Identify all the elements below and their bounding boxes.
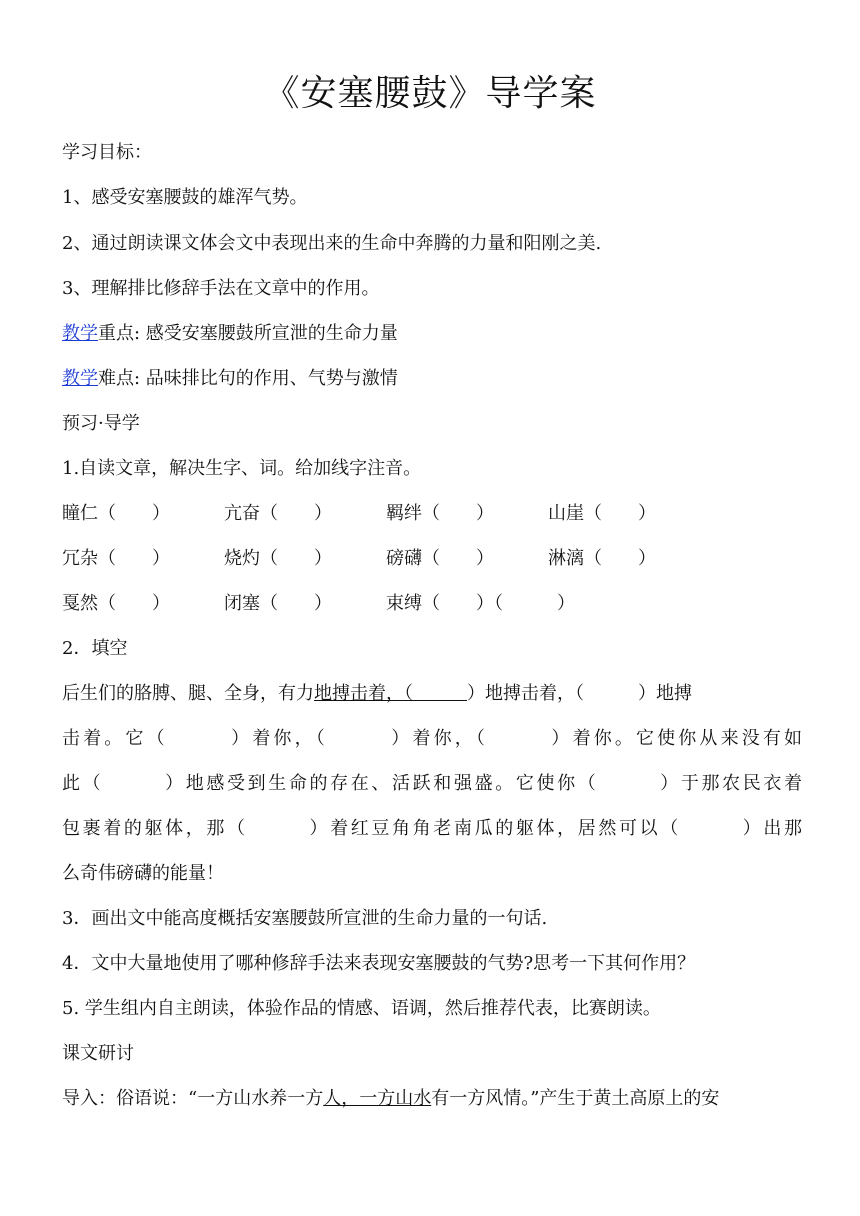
word-item: 磅礴（ ） bbox=[386, 548, 494, 569]
task-4: 4．文中大量地使用了哪种修辞手法来表现安塞腰鼓的气势?思考一下其何作用？ bbox=[62, 953, 696, 974]
page-title: 《安塞腰鼓》导学案 bbox=[263, 73, 597, 114]
fill-text: ）地搏击着，（ ）地搏 bbox=[467, 683, 692, 704]
task-5: 5. 学生组内自主朗读，体验作品的情感、语调，然后推荐代表，比赛朗读。 bbox=[62, 998, 661, 1019]
underlined-text: 地搏击着，（ bbox=[314, 683, 467, 704]
study-intro bbox=[62, 1086, 802, 1112]
word-item: 冗杂（ ） bbox=[62, 548, 170, 569]
fill-text: 后生们的胳膊、腿、全身，有力 bbox=[62, 683, 314, 704]
key-point-link[interactable]: 教学 bbox=[62, 323, 98, 344]
word-item: 瞳仁（ ） bbox=[62, 503, 170, 524]
fill-paragraph-line-2: 击着。它（ ）着你，（ ）着你，（ ）着你。它使你从来没有如 bbox=[62, 728, 802, 749]
task-3: 3．画出文中能高度概括安塞腰鼓所宣泄的生命力量的一句话. bbox=[62, 908, 548, 929]
preview-heading: 预习·导学 bbox=[62, 413, 140, 434]
objective-3: 3、理解排比修辞手法在文章中的作用。 bbox=[62, 278, 380, 299]
fill-paragraph-line-3: 此（ ）地感受到生命的存在、活跃和强盛。它使你（ ）于那农民衣着 bbox=[62, 773, 802, 794]
task-1: 1.自读文章，解决生字、词。给加线字注音。 bbox=[62, 458, 422, 479]
difficult-point-link[interactable]: 教学 bbox=[62, 368, 98, 389]
difficult-point bbox=[62, 366, 802, 392]
word-item: 淋漓（ ） bbox=[548, 548, 656, 569]
intro-text: 有一方风情。”产生于黄土高原上的安 bbox=[431, 1088, 720, 1109]
key-point-text: 重点: 感受安塞腰鼓所宣泄的生命力量 bbox=[98, 323, 398, 344]
word-item: 羁绊（ ） bbox=[386, 503, 494, 524]
objective-1: 1、感受安塞腰鼓的雄浑气势。 bbox=[62, 187, 308, 208]
fill-paragraph-line-4: 包裹着的躯体，那（ ）着红豆角角老南瓜的躯体，居然可以（ ）出那 bbox=[62, 818, 802, 839]
word-item: 烧灼（ ） bbox=[224, 548, 332, 569]
word-item: 亢奋（ ） bbox=[224, 503, 332, 524]
fill-paragraph-line-5: 么奇伟磅礴的能量！ bbox=[62, 863, 224, 884]
key-point bbox=[62, 321, 802, 347]
difficult-point-text: 难点: 品味排比句的作用、气势与激情 bbox=[98, 368, 398, 389]
word-item: 山崖（ ） bbox=[548, 503, 656, 524]
word-item: 戛然（ ） bbox=[62, 593, 170, 614]
word-item: 束缚（ ）（ ） bbox=[386, 593, 575, 614]
study-heading: 课文研讨 bbox=[62, 1043, 134, 1064]
objectives-heading: 学习目标： bbox=[62, 142, 152, 163]
underlined-text: 人，一方山水 bbox=[323, 1088, 432, 1109]
objective-2: 2、通过朗读课文体会文中表现出来的生命中奔腾的力量和阳刚之美. bbox=[62, 233, 602, 254]
word-item: 闭塞（ ） bbox=[224, 593, 332, 614]
intro-text: 导入：俗语说：“一方山水养一方 bbox=[62, 1088, 324, 1109]
fill-paragraph-line-1 bbox=[62, 681, 802, 707]
task-2-heading: 2．填空 bbox=[62, 638, 128, 659]
